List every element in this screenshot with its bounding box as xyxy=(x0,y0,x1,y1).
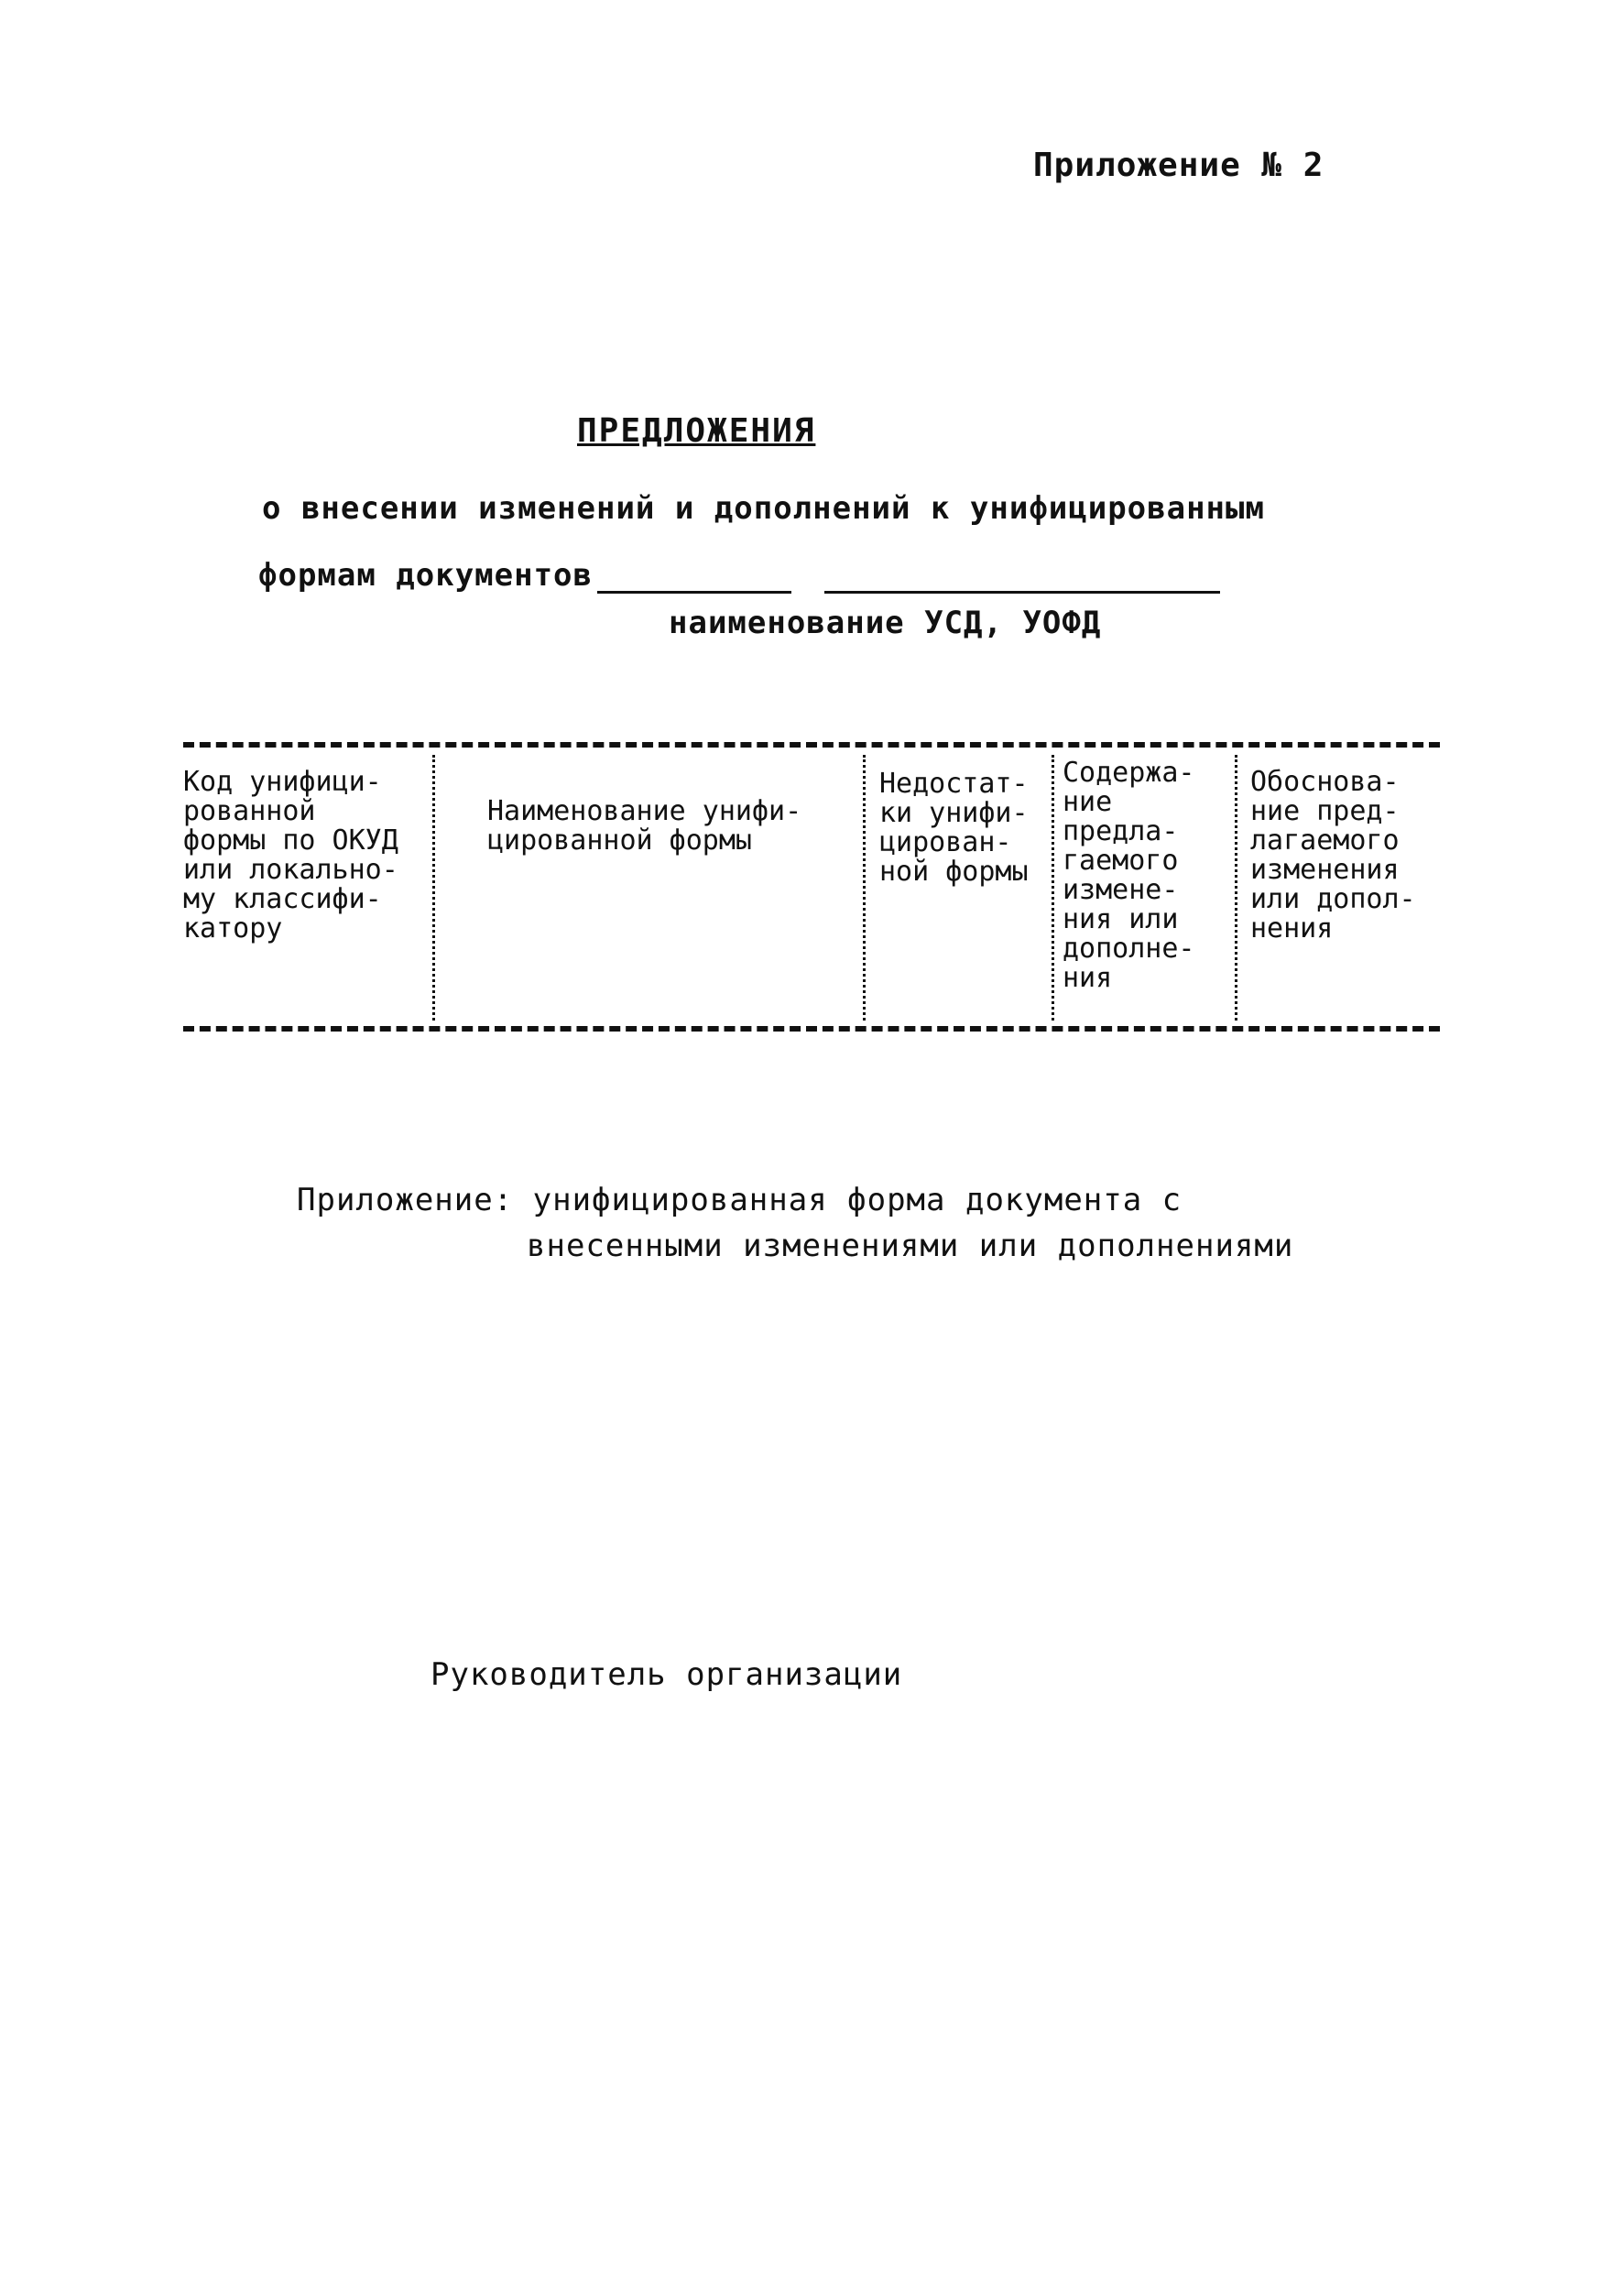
document-subtitle-line-2: формам документов xyxy=(258,557,593,594)
appendix-number: Приложение № 2 xyxy=(1033,147,1324,184)
table-top-rule xyxy=(183,742,1440,748)
fill-in-blank-line xyxy=(597,591,791,594)
proposals-table xyxy=(183,742,1440,1035)
table-header-code: Код унифици- рованной формы по ОКУД или локально- му классифи- катору xyxy=(183,766,398,944)
attachment-note-line-2: внесенными изменениями или дополнениями xyxy=(527,1228,1294,1264)
column-separator xyxy=(432,755,435,1021)
table-header-form-name: Наименование унифи- цированной формы xyxy=(487,795,802,857)
document-title: ПРЕДЛОЖЕНИЯ xyxy=(577,412,816,450)
column-separator xyxy=(863,755,866,1021)
table-header-justification: Обоснова- ние пред- лагаемого изменения или допол- нения xyxy=(1250,766,1416,944)
fill-in-blank-line xyxy=(824,591,1220,594)
table-bottom-rule xyxy=(183,1026,1440,1032)
table-header-proposed-change: Содержа- ние предла- гаемого измене- ния или дополне- ния xyxy=(1063,757,1195,994)
document-subtitle-line-1: о внесении изменений и дополнений к унифицированным xyxy=(262,490,1265,527)
signature-label: Руководитель организации xyxy=(431,1656,903,1693)
blank-caption: наименование УСД, УОФД xyxy=(669,605,1102,641)
table-header-shortcomings: Недостат- ки унифи- цирован- ной формы xyxy=(879,768,1029,888)
attachment-note-line-1: Приложение: унифицированная форма документа с xyxy=(297,1182,1183,1218)
